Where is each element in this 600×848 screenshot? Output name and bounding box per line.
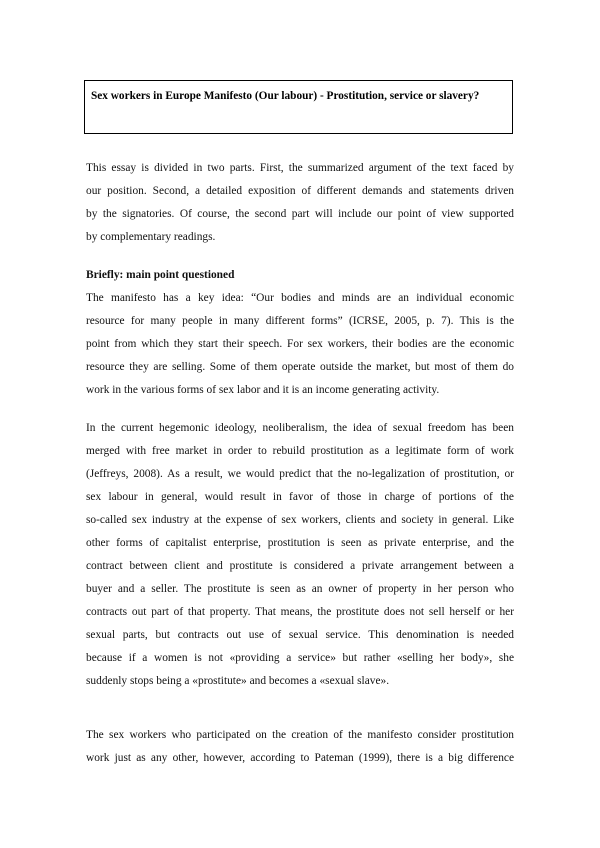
text-line: contract between client and prostitute is considered a private arrangement between a	[86, 560, 514, 572]
paragraph-neoliberalism	[86, 417, 514, 693]
text-line: because if a women is not «providing a service» but rather «selling her body», she	[86, 652, 514, 664]
text-line: so-called sex industry at the expense of sex workers, clients and society in general. Like	[86, 514, 514, 526]
text-line: buyer and a seller. The prostitute is seen as an owner of property in her person who	[86, 583, 514, 595]
paragraph-manifesto-idea	[86, 287, 514, 402]
text-line: point from which they start their speech. For sex workers, their bodies are the economic	[86, 338, 514, 350]
text-line: other forms of capitalist enterprise, prostitution is seen as private enterprise, and the	[86, 537, 514, 549]
heading-text: Briefly: main point questioned	[86, 269, 235, 281]
paragraph-participants	[86, 724, 514, 770]
paragraph-intro	[86, 157, 514, 249]
text-line: In the current hegemonic ideology, neoliberalism, the idea of sexual freedom has been	[86, 422, 514, 434]
text-line: This essay is divided in two parts. First, the summarized argument of the text faced by	[86, 162, 514, 174]
text-line: work in the various forms of sex labor and it is an income generating activity.	[86, 384, 440, 396]
text-line: merged with free market in order to rebuild prostitution as a legitimate form of work	[86, 445, 514, 457]
text-line: sexual parts, but contracts out use of sexual service. This denomination is needed	[86, 629, 514, 641]
text-line: by complementary readings.	[86, 231, 216, 243]
text-line: contracts out part of that property. That means, the prostitute does not sell herself or her	[86, 606, 514, 618]
text-line: (Jeffreys, 2008). As a result, we would predict that the no-legalization of prostitution, or	[86, 468, 514, 480]
text-line: suddenly stops being a «prostitute» and becomes a «sexual slave».	[86, 675, 390, 687]
text-line: resource for many people in many different forms” (ICRSE, 2005, p. 7). This is the	[86, 315, 514, 327]
text-line: sex labour in general, would result in favor of those in charge of portions of the	[86, 491, 514, 503]
text-line: our position. Second, a detailed exposition of different demands and statements driven	[86, 185, 514, 197]
text-line: The manifesto has a key idea: “Our bodies and minds are an individual economic	[86, 292, 514, 304]
title-box	[84, 80, 513, 134]
text-line: The sex workers who participated on the creation of the manifesto consider prostitution	[86, 729, 514, 741]
section-heading	[86, 264, 514, 287]
text-line: work just as any other, however, according to Pateman (1999), there is a big difference	[86, 752, 514, 764]
text-line: by the signatories. Of course, the second part will include our point of view supported	[86, 208, 514, 220]
document-title: Sex workers in Europe Manifesto (Our labour) - Prostitution, service or slavery?	[91, 90, 480, 102]
text-line: resource they are selling. Some of them operate outside the market, but most of them do	[86, 361, 514, 373]
